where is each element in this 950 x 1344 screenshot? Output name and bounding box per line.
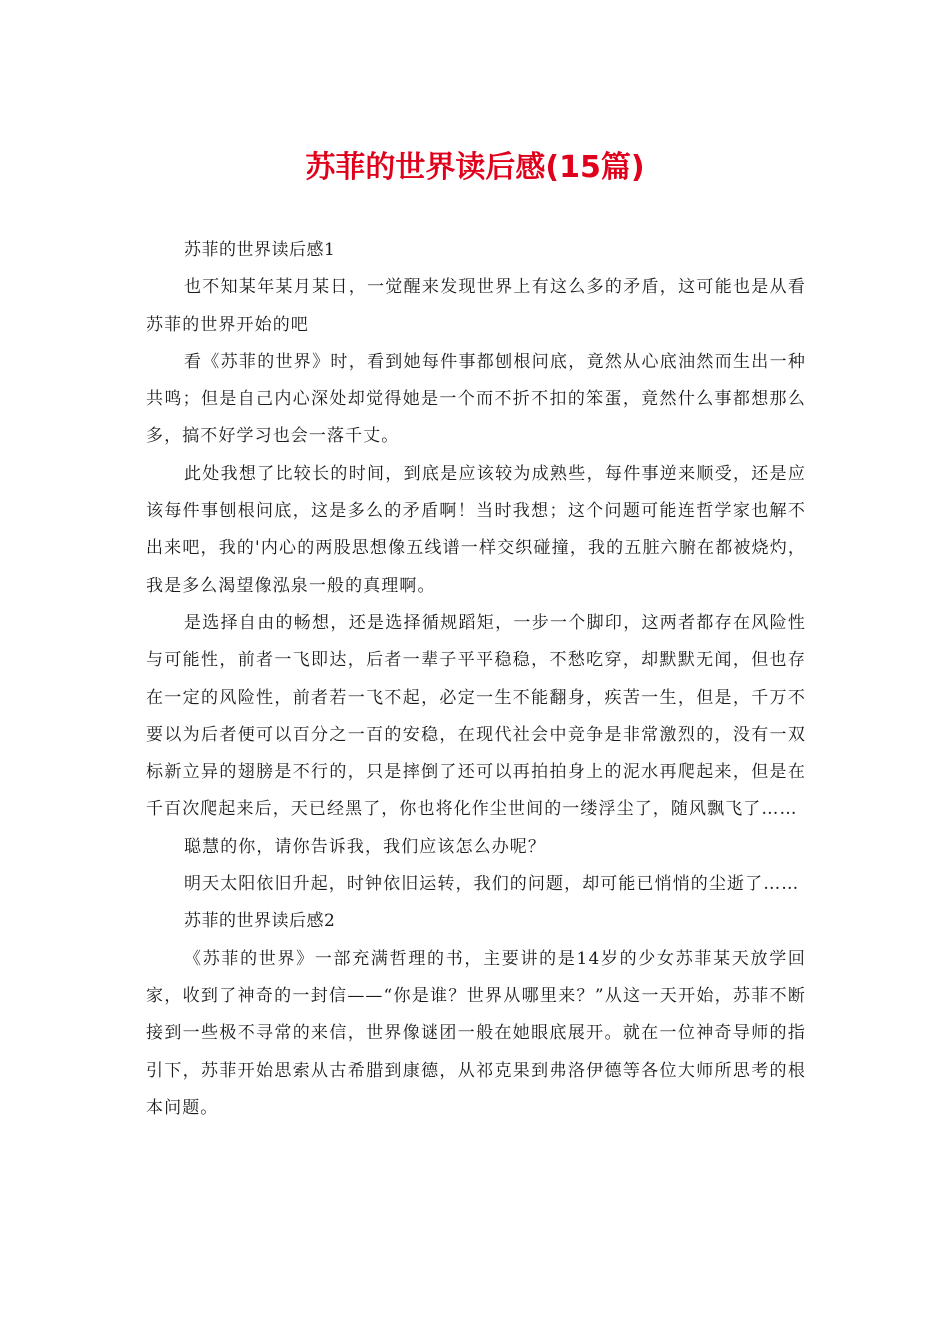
document-title: 苏菲的世界读后感(15篇): [305, 150, 645, 185]
paragraph: 看《苏菲的世界》时，看到她每件事都刨根问底，竟然从心底油然而生出一种共鸣；但是自己内心深处却觉得她是一个而不折不扣的笨蛋，竟然什么事都想那么多，搞不好学习也会一落千丈。: [146, 351, 806, 447]
paragraph: 《苏菲的世界》一部充满哲理的书，主要讲的是14岁的少女苏菲某天放学回家，收到了神奇的一封信——“你是谁？世界从哪里来？”从这一天开始，苏菲不断接到一些极不寻常的来信，世界像谜团一般在她眼底展开。就在一位神奇导师的指引下，苏菲开始思索从古希腊到康德，从祁克果到弗洛伊德等各位大师所思考的根本问题。: [146, 948, 806, 1118]
paragraph: 此处我想了比较长的时间，到底是应该较为成熟些，每件事逆来顺受，还是应该每件事刨根问底，这是多么的矛盾啊！当时我想；这个问题可能连哲学家也解不出来吧，我的'内心的两股思想像五线谱一样交织碰撞，我的五脏六腑在都被烧灼，我是多么渴望像泓泉一般的真理啊。: [146, 463, 806, 596]
paragraph: 也不知某年某月某日，一觉醒来发现世界上有这么多的矛盾，这可能也是从看苏菲的世界开始的吧: [146, 277, 806, 335]
paragraph: 明天太阳依旧升起，时钟依旧运转，我们的问题，却可能已悄悄的尘逝了……: [184, 874, 800, 895]
document-body: [146, 232, 806, 1127]
section-heading-1: 苏菲的世界读后感1: [184, 240, 336, 260]
paragraph: 是选择自由的畅想，还是选择循规蹈矩，一步一个脚印，这两者都存在风险性与可能性，前者一飞即达，后者一辈子平平稳稳，不愁吃穿，却默默无闻，但也存在一定的风险性，前者若一飞不起，必定一生不能翻身，疾苦一生，但是，千万不要以为后者便可以百分之一百的安稳，在现代社会中竞争是非常激烈的，没有一双标新立异的翅膀是不行的，只是摔倒了还可以再拍拍身上的泥水再爬起来，但是在千百次爬起来后，天已经黑了，你也将化作尘世间的一缕浮尘了，随风飘飞了……: [146, 612, 806, 820]
section-heading-2: 苏菲的世界读后感2: [184, 911, 336, 932]
paragraph: 聪慧的你，请你告诉我，我们应该怎么办呢？: [184, 836, 546, 857]
